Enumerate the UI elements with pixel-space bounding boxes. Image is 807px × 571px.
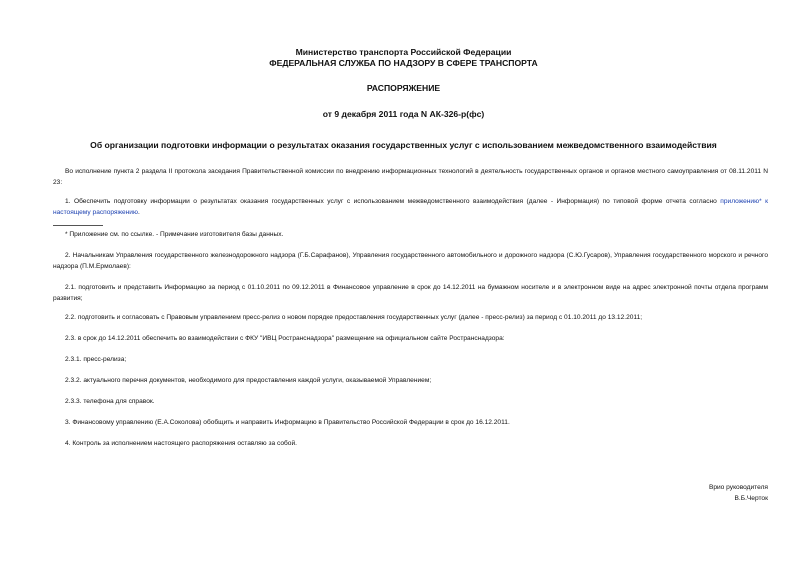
paragraph-2: 2. Начальникам Управления государственного железнодорожного надзора (Г.Б.Сарафанов), Управления государственного автомобильного и дорожного надзора (С.Ю.Гусаров), Управления государственного морского и речного надзора (П.М.Ермолаев): [53, 252, 768, 270]
paragraph-2-3-2: 2.3.2. актуального перечня документов, необходимого для предоставления каждой услуги, оказываемой Управлением; [65, 377, 432, 384]
order-date: от 9 декабря 2011 года N АК-326-р(фс) [322, 109, 485, 119]
paragraph-2-3-3: 2.3.3. телефона для справок. [65, 398, 155, 405]
paragraph-1 [53, 197, 768, 218]
document-title: Об организации подготовки информации о результатах оказания государственных услуг с использованием межведомственного взаимодействия [90, 140, 717, 150]
paragraph-2-3-1: 2.3.1. пресс-релиза; [65, 356, 127, 363]
appendix-link[interactable]: приложению* к настоящему распоряжению [53, 198, 768, 216]
paragraph-2-3: 2.3. в срок до 14.12.2011 обеспечить во взаимодействии с ФКУ "ИВЦ Ространснадзора" размещение на официальном сайте Ространснадзора: [65, 335, 505, 342]
service-name: ФЕДЕРАЛЬНАЯ СЛУЖБА ПО НАДЗОРУ В СФЕРЕ ТРАНСПОРТА [269, 57, 538, 68]
paragraph-4: 4. Контроль за исполнением настоящего распоряжения оставляю за собой. [65, 440, 297, 447]
paragraph-3: 3. Финансовому управлению (Е.А.Соколова) обобщить и направить Информацию в Правительство Российской Федерации в срок до 16.12.2011. [65, 419, 510, 426]
paragraph-intro: Во исполнение пункта 2 раздела II протокола заседания Правительственной комиссии по внедрению информационных технологий в деятельность государственных органов и органов местного самоуправления от 08.11.2011 N 23: [53, 168, 768, 186]
paragraph-2-2: 2.2. подготовить и согласовать с Правовым управлением пресс-релиз о новом порядке предоставления государственных услуг (далее - пресс-релиз) за период с 01.10.2011 до 13.12.2011; [65, 314, 643, 321]
footnote-divider [53, 225, 103, 226]
signature-position: Врио руководителя [708, 484, 768, 491]
signature-block [709, 483, 768, 504]
signature-name: В.Б.Черток [734, 494, 768, 502]
paragraph-1-end: . [137, 208, 140, 216]
paragraph-2-1: 2.1. подготовить и представить Информацию за период с 01.10.2011 по 09.12.2011 в Финансовое управление в срок до 14.12.2011 на бумажном носителе и в электронном виде на адрес электронной почты отдела программ развития; [53, 284, 768, 302]
ministry-name: Министерство транспорта Российской Федерации [295, 47, 512, 57]
paragraph-1-text: 1. Обеспечить подготовку информации о результатах оказания государственных услуг с использованием межведомственного взаимодействия (далее - Информация) по типовой форме отчета согласно [65, 198, 717, 205]
document-header [0, 47, 807, 68]
footnote: * Приложение см. по ссылке. - Примечание изготовителя базы данных. [65, 231, 284, 238]
order-label: РАСПОРЯЖЕНИЕ [366, 83, 441, 93]
